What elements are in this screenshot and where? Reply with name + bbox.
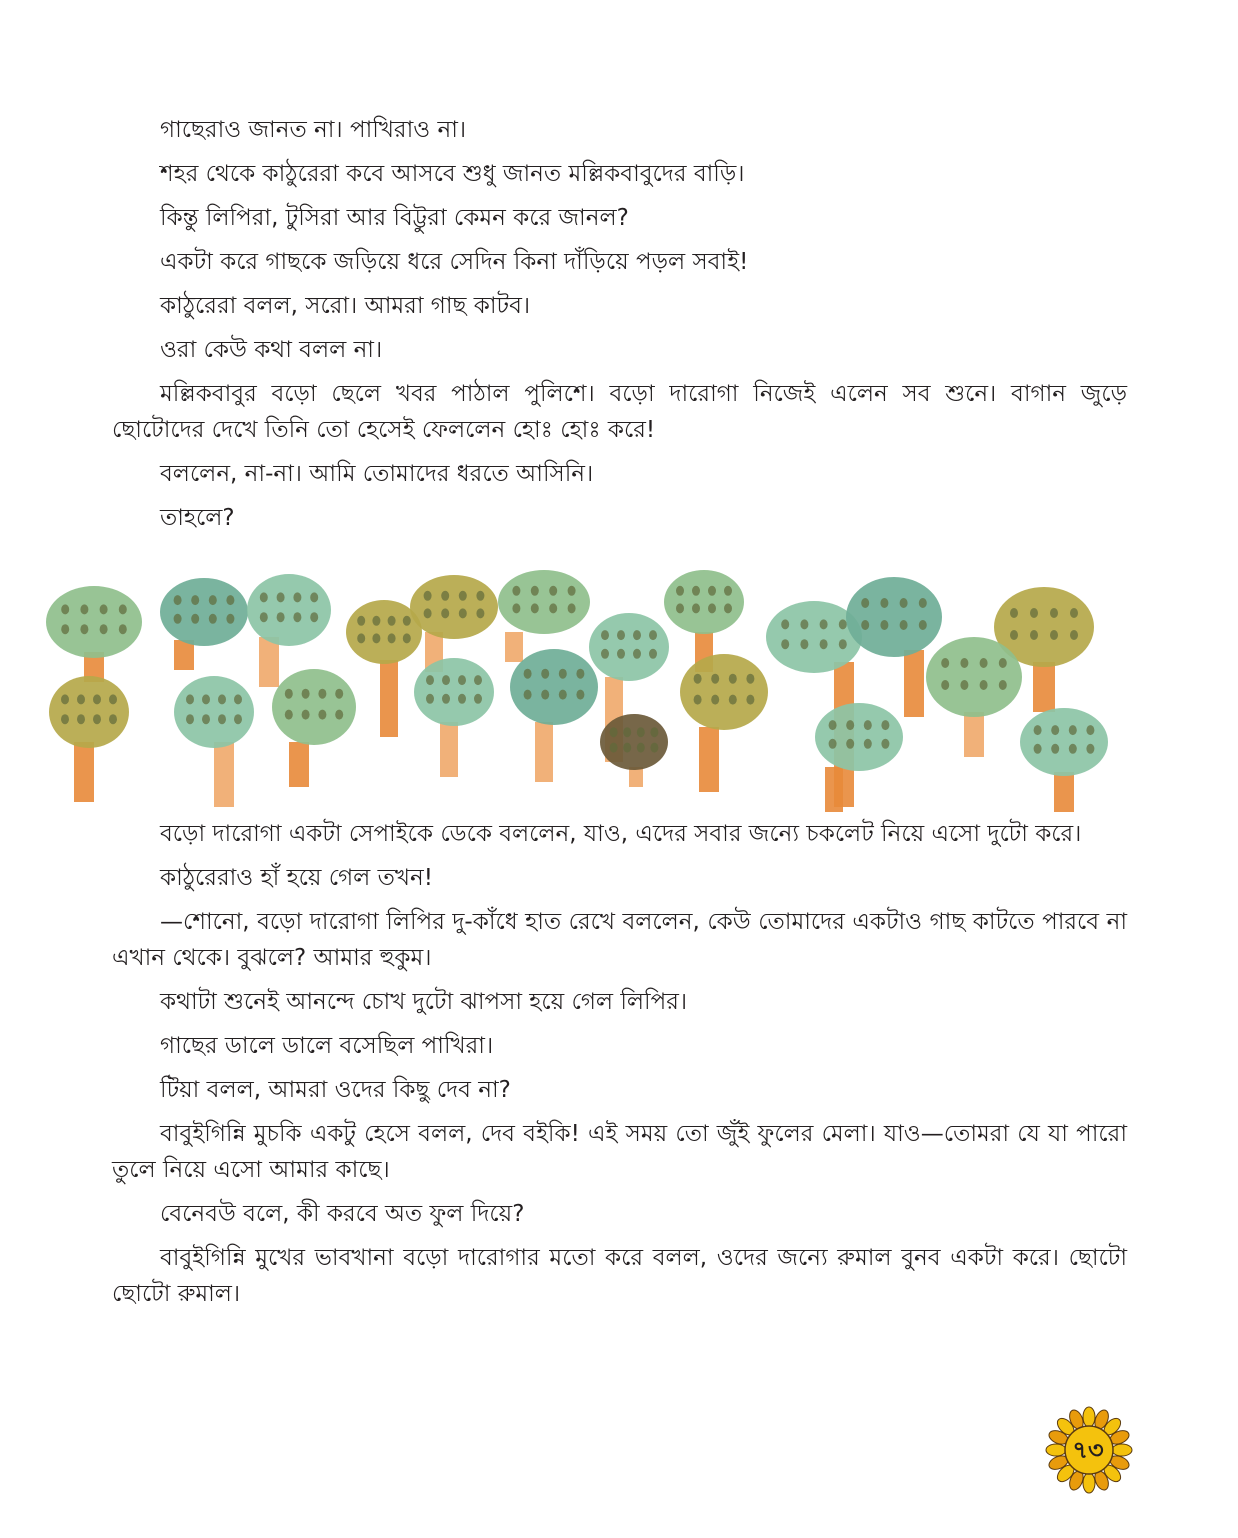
leaf-dot (474, 694, 482, 704)
leaf-dot (861, 598, 869, 608)
leaf-dot (711, 695, 719, 705)
tree-crown (247, 574, 331, 646)
leaf-dot (80, 624, 88, 634)
leaf-dot (372, 616, 380, 626)
leaf-dot (746, 695, 754, 705)
leaf-dot (226, 595, 234, 605)
leaf-dot (191, 614, 199, 624)
leaf-dot (310, 612, 318, 622)
leaf-dot (218, 694, 226, 704)
leaf-dot (293, 592, 301, 602)
leaf-dot (218, 714, 226, 724)
leaf-dot (234, 714, 242, 724)
leaf-dot (531, 603, 539, 613)
leaf-dot (676, 603, 684, 613)
leaf-dot (458, 675, 466, 685)
leaf-dot (426, 694, 434, 704)
leaf-dot (839, 619, 847, 629)
leaf-dot (293, 612, 301, 622)
leaf-dot (610, 727, 618, 737)
leaf-dot (226, 614, 234, 624)
leaf-dot (186, 714, 194, 724)
leaf-dot (302, 689, 310, 699)
tree-trunk (964, 712, 984, 757)
tree-crown (414, 658, 494, 726)
leaf-dot (109, 694, 117, 704)
leaf-dot (1069, 725, 1077, 735)
tree-crown (846, 577, 942, 657)
leaf-dot (1086, 725, 1094, 735)
leaf-dot (980, 658, 988, 668)
leaf-dot (459, 608, 467, 618)
leaf-dot (234, 694, 242, 704)
paragraph: কাঠুরেরাও হাঁ হয়ে গেল তখন! (160, 865, 433, 891)
leaf-dot (960, 658, 968, 668)
leaf-dot (524, 690, 532, 700)
tree-crown (272, 669, 356, 745)
tree-crown (46, 586, 142, 658)
leaf-dot (549, 603, 557, 613)
tree-trunk (505, 632, 523, 662)
leaf-dot (610, 743, 618, 753)
leaf-dot (357, 616, 365, 626)
leaf-dot (549, 586, 557, 596)
leaf-dot (637, 727, 645, 737)
leaf-dot (846, 739, 854, 749)
tree-trunk (259, 637, 279, 687)
leaf-dot (100, 624, 108, 634)
leaf-dot (277, 592, 285, 602)
leaf-dot (649, 649, 657, 659)
tree-trunk (699, 727, 719, 792)
leaf-dot (576, 669, 584, 679)
paragraph: বেনেবউ বলে, কী করবে অত ফুল দিয়ে? (160, 1201, 525, 1227)
leaf-dot (829, 720, 837, 730)
leaf-dot (880, 620, 888, 630)
leaf-dot (649, 630, 657, 640)
leaf-dot (694, 695, 702, 705)
leaf-dot (403, 633, 411, 643)
leaf-dot (541, 669, 549, 679)
leaf-dot (93, 714, 101, 724)
leaf-dot (846, 720, 854, 730)
paragraph: ওরা কেউ কথা বলল না। (160, 337, 383, 363)
leaf-dot (1086, 744, 1094, 754)
paragraph: তাহলে? (160, 505, 235, 531)
tree-crown (498, 570, 590, 634)
paragraph: টিয়া বলল, আমরা ওদের কিছু দেব না? (160, 1077, 511, 1103)
leaf-dot (260, 592, 268, 602)
tree-crown (49, 676, 129, 748)
tree-crown (664, 570, 744, 634)
leaf-dot (711, 674, 719, 684)
tree-trunk (825, 767, 843, 812)
leaf-dot (724, 603, 732, 613)
paragraph: বড়ো দারোগা একটা সেপাইকে ডেকে বললেন, যাও, এদের সবার জন্যে চকলেট নিয়ে এসো দুটো করে। (160, 821, 1082, 847)
leaf-dot (692, 586, 700, 596)
leaf-dot (512, 603, 520, 613)
tree-crown (174, 676, 254, 748)
leaf-dot (724, 586, 732, 596)
leaf-dot (61, 624, 69, 634)
tree-trunk (535, 722, 553, 782)
leaf-dot (1070, 630, 1078, 640)
paragraph: বললেন, না-না। আমি তোমাদের ধরতে আসিনি। (160, 461, 594, 487)
paragraph: শহর থেকে কাঠুরেরা কবে আসবে শুধু জানত মল্লিকবাবুদের বাড়ি। (160, 161, 745, 187)
petal (1083, 1473, 1095, 1493)
leaf-dot (601, 630, 609, 640)
leaf-dot (77, 694, 85, 704)
leaf-dot (186, 694, 194, 704)
leaf-dot (820, 619, 828, 629)
leaf-dot (302, 710, 310, 720)
tree-crown (600, 714, 668, 770)
leaf-dot (694, 674, 702, 684)
leaf-dot (285, 689, 293, 699)
leaf-dot (403, 616, 411, 626)
leaf-dot (100, 604, 108, 614)
leaf-dot (1034, 725, 1042, 735)
leaf-dot (900, 620, 908, 630)
leaf-dot (880, 598, 888, 608)
paragraph: বাবুইগিন্নি মুচকি একটু হেসে বলল, দেব বইকি! এই সময় তো জুঁই ফুলের মেলা। যাও—তোমরা যে যা পারো তুলে নিয়ে এসো আমার কাছে। (112, 1121, 1127, 1183)
leaf-dot (980, 680, 988, 690)
leaf-dot (650, 743, 658, 753)
leaf-dot (318, 710, 326, 720)
leaf-dot (1010, 630, 1018, 640)
leaf-dot (335, 689, 343, 699)
leaf-dot (999, 658, 1007, 668)
leaf-dot (617, 649, 625, 659)
leaf-dot (623, 727, 631, 737)
leaf-dot (388, 616, 396, 626)
leaf-dot (1070, 608, 1078, 618)
leaf-dot (829, 739, 837, 749)
leaf-dot (568, 586, 576, 596)
tree-crown (510, 649, 598, 725)
leaf-dot (708, 603, 716, 613)
leaf-dot (623, 743, 631, 753)
leaf-dot (864, 739, 872, 749)
leaf-dot (202, 694, 210, 704)
leaf-dot (650, 727, 658, 737)
text-block-top (112, 112, 1127, 544)
leaf-dot (1051, 725, 1059, 735)
leaf-dot (1050, 608, 1058, 618)
leaf-dot (633, 630, 641, 640)
leaf-dot (191, 595, 199, 605)
leaf-dot (61, 604, 69, 614)
paragraph: গাছের ডালে ডালে বসেছিল পাখিরা। (160, 1033, 494, 1059)
leaf-dot (512, 586, 520, 596)
leaf-dot (109, 714, 117, 724)
leaf-dot (209, 595, 217, 605)
tree-trunk (1033, 662, 1055, 712)
leaf-dot (800, 619, 808, 629)
leaf-dot (729, 674, 737, 684)
watercolor-trees-illustration (14, 562, 1114, 818)
leaf-dot (372, 633, 380, 643)
leaf-dot (388, 633, 396, 643)
leaf-dot (310, 592, 318, 602)
leaf-dot (601, 649, 609, 659)
tree-trunk (380, 660, 398, 737)
leaf-dot (174, 614, 182, 624)
leaf-dot (458, 694, 466, 704)
leaf-dot (1034, 744, 1042, 754)
leaf-dot (335, 710, 343, 720)
page-number: ৭৩ (1072, 1436, 1104, 1464)
leaf-dot (61, 694, 69, 704)
leaf-dot (960, 680, 968, 690)
paragraph: কথাটা শুনেই আনন্দে চোখ দুটো ঝাপসা হয়ে গেল লিপির। (160, 989, 688, 1015)
leaf-dot (900, 598, 908, 608)
leaf-dot (202, 714, 210, 724)
leaf-dot (424, 608, 432, 618)
petal (1083, 1407, 1095, 1427)
leaf-dot (1030, 630, 1038, 640)
leaf-dot (746, 674, 754, 684)
leaf-dot (174, 595, 182, 605)
leaf-dot (881, 720, 889, 730)
leaf-dot (80, 604, 88, 614)
leaf-dot (637, 743, 645, 753)
tree-crown (589, 613, 669, 681)
leaf-dot (676, 586, 684, 596)
leaf-dot (357, 633, 365, 643)
tree-crown (680, 654, 768, 730)
leaf-dot (919, 620, 927, 630)
leaf-dot (119, 604, 127, 614)
leaf-dot (1051, 744, 1059, 754)
tree-trunk (1054, 772, 1074, 812)
leaf-dot (426, 675, 434, 685)
leaf-dot (633, 649, 641, 659)
paragraph: —শোনো, বড়ো দারোগা লিপির দু-কাঁধে হাত রেখে বললেন, কেউ তোমাদের একটাও গাছ কাটতে পারবে না এখান থেকে। বুঝলে? আমার হুকুম। (112, 909, 1127, 971)
leaf-dot (277, 612, 285, 622)
leaf-dot (459, 591, 467, 601)
leaf-dot (820, 639, 828, 649)
tree-trunk (904, 650, 924, 717)
leaf-dot (119, 624, 127, 634)
paragraph: গাছেরাও জানত না। পাখিরাও না। (160, 117, 467, 143)
leaf-dot (941, 680, 949, 690)
leaf-dot (800, 639, 808, 649)
leaf-dot (474, 675, 482, 685)
leaf-dot (442, 675, 450, 685)
paragraph: একটা করে গাছকে জড়িয়ে ধরে সেদিন কিনা দাঁড়িয়ে পড়ল সবাই! (160, 249, 749, 275)
leaf-dot (881, 739, 889, 749)
tree-crown (926, 637, 1022, 717)
leaf-dot (285, 710, 293, 720)
leaf-dot (441, 608, 449, 618)
tree-trunk (214, 742, 234, 807)
leaf-dot (941, 658, 949, 668)
tree-trunk (629, 767, 643, 787)
tree-crown (815, 703, 903, 771)
leaf-dot (559, 690, 567, 700)
leaf-dot (93, 694, 101, 704)
leaf-dot (1010, 608, 1018, 618)
text-block-bottom (112, 816, 1127, 1320)
leaf-dot (781, 639, 789, 649)
tree-trunk (289, 742, 309, 787)
leaf-dot (919, 598, 927, 608)
tree-trunk (440, 722, 458, 777)
leaf-dot (476, 608, 484, 618)
leaf-dot (781, 619, 789, 629)
leaf-dot (524, 669, 532, 679)
leaf-dot (576, 690, 584, 700)
leaf-dot (617, 630, 625, 640)
leaf-dot (61, 714, 69, 724)
leaf-dot (861, 620, 869, 630)
tree-trunk (74, 742, 94, 802)
leaf-dot (839, 639, 847, 649)
paragraph: কিন্তু লিপিরা, টুসিরা আর বিট্টুরা কেমন করে জানল? (160, 205, 629, 231)
leaf-dot (729, 695, 737, 705)
tree-crown (1020, 708, 1108, 776)
leaf-dot (1050, 630, 1058, 640)
leaf-dot (1069, 744, 1077, 754)
tree-crown (160, 578, 248, 646)
leaf-dot (708, 586, 716, 596)
leaf-dot (531, 586, 539, 596)
leaf-dot (441, 591, 449, 601)
leaf-dot (476, 591, 484, 601)
leaf-dot (559, 669, 567, 679)
tree-crown (410, 575, 498, 639)
leaf-dot (77, 714, 85, 724)
leaf-dot (424, 591, 432, 601)
leaf-dot (568, 603, 576, 613)
leaf-dot (999, 680, 1007, 690)
leaf-dot (442, 694, 450, 704)
paragraph: মল্লিকবাবুর বড়ো ছেলে খবর পাঠাল পুলিশে। বড়ো দারোগা নিজেই এলেন সব শুনে। বাগান জুড়ে ছোটোদের দেখে তিনি তো হেসেই ফেললেন হোঃ হোঃ করে! (112, 381, 1127, 443)
tree-trunk (174, 640, 194, 670)
paragraph: কাঠুরেরা বলল, সরো। আমরা গাছ কাটব। (160, 293, 531, 319)
leaf-dot (692, 603, 700, 613)
leaf-dot (209, 614, 217, 624)
leaf-dot (318, 689, 326, 699)
leaf-dot (1030, 608, 1038, 618)
leaf-dot (864, 720, 872, 730)
leaf-dot (541, 690, 549, 700)
leaf-dot (260, 612, 268, 622)
paragraph: বাবুইগিন্নি মুখের ভাবখানা বড়ো দারোগার মতো করে বলল, ওদের জন্যে রুমাল বুনব একটা করে। ছোটো ছোটো রুমাল। (112, 1245, 1127, 1307)
